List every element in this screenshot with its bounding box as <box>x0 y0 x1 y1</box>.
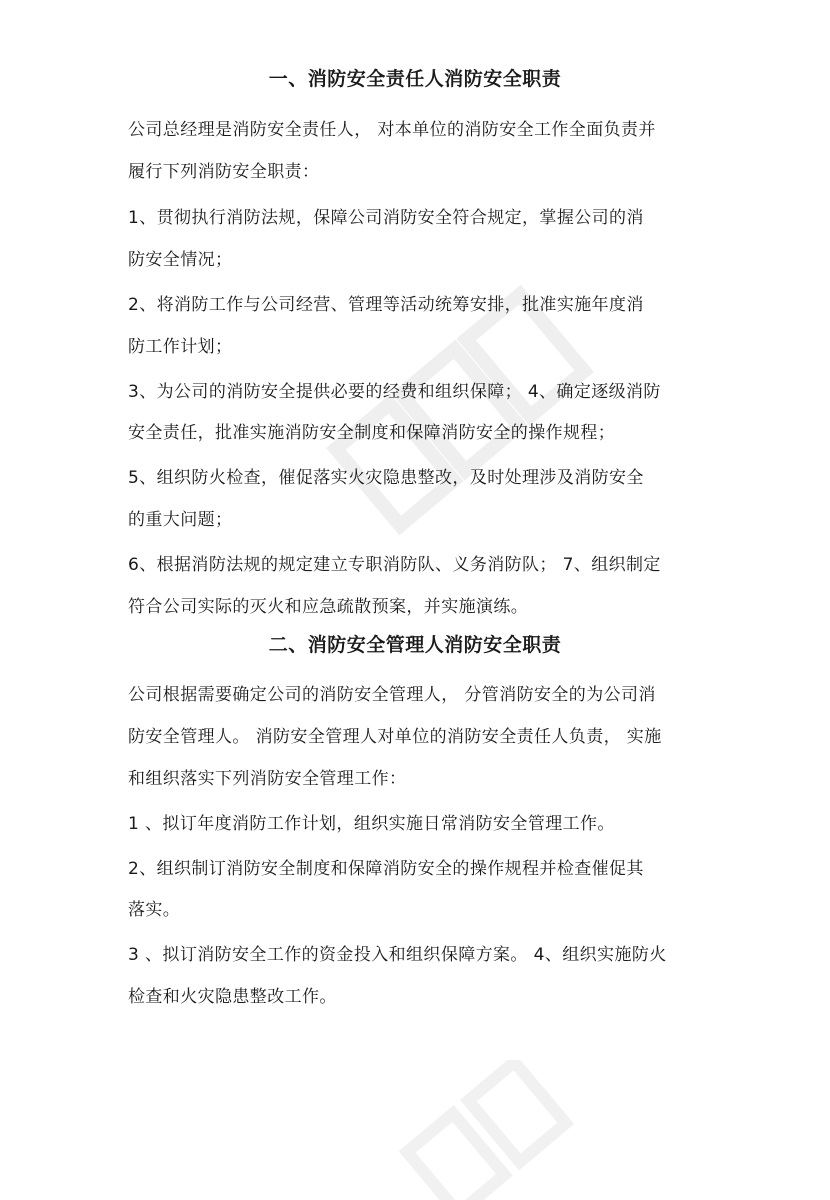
section-2-line: 落实。 <box>128 900 181 920</box>
section-2-line: 2、组织制订消防安全制度和保障消防安全的操作规程并检查催促其 <box>128 859 644 879</box>
section-2-line: 检查和火灾隐患整改工作。 <box>128 987 337 1007</box>
section-2-line: 3 、拟订消防安全工作的资金投入和组织保障方案。 4、组织实施防火 <box>128 945 667 965</box>
section-1-line: 6、根据消防法规的规定建立专职消防队、义务消防队； 7、组织制定 <box>128 555 661 575</box>
section-1-line: 防工作计划； <box>128 337 233 357</box>
section-1-line: 公司总经理是消防安全责任人， 对本单位的消防安全工作全面负责并 <box>128 120 656 140</box>
section-2-line: 公司根据需要确定公司的消防安全管理人， 分管消防安全的为公司消 <box>128 685 656 705</box>
section-1-line: 履行下列消防安全职责： <box>128 162 320 182</box>
section-1-line: 3、为公司的消防安全提供必要的经费和组织保障； 4、确定逐级消防 <box>128 382 661 402</box>
section-2-line: 1 、拟订年度消防工作计划，组织实施日常消防安全管理工作。 <box>128 814 615 834</box>
section-1-line: 2、将消防工作与公司经营、管理等活动统筹安排，批准实施年度消 <box>128 295 644 315</box>
section-2-title: 二、消防安全管理人消防安全职责 <box>268 634 562 656</box>
section-1-line: 的重大问题； <box>128 510 233 530</box>
watermark-fragment-icon <box>380 1060 580 1200</box>
section-1-line: 1、贯彻执行消防法规，保障公司消防安全符合规定，掌握公司的消 <box>128 208 644 228</box>
section-2-line: 和组织落实下列消防安全管理工作： <box>128 769 407 789</box>
section-1-line: 5、组织防火检查，催促落实火灾隐患整改，及时处理涉及消防安全 <box>128 468 644 488</box>
section-1-line: 安全责任，批准实施消防安全制度和保障消防安全的操作规程； <box>128 423 616 443</box>
section-1-title: 一、消防安全责任人消防安全职责 <box>268 68 562 90</box>
section-2-line: 防安全管理人。 消防安全管理人对单位的消防安全责任人负责， 实施 <box>128 727 662 747</box>
section-1-line: 防安全情况； <box>128 250 233 270</box>
section-1-line: 符合公司实际的灭火和应急疏散预案，并实施演练。 <box>128 597 529 617</box>
